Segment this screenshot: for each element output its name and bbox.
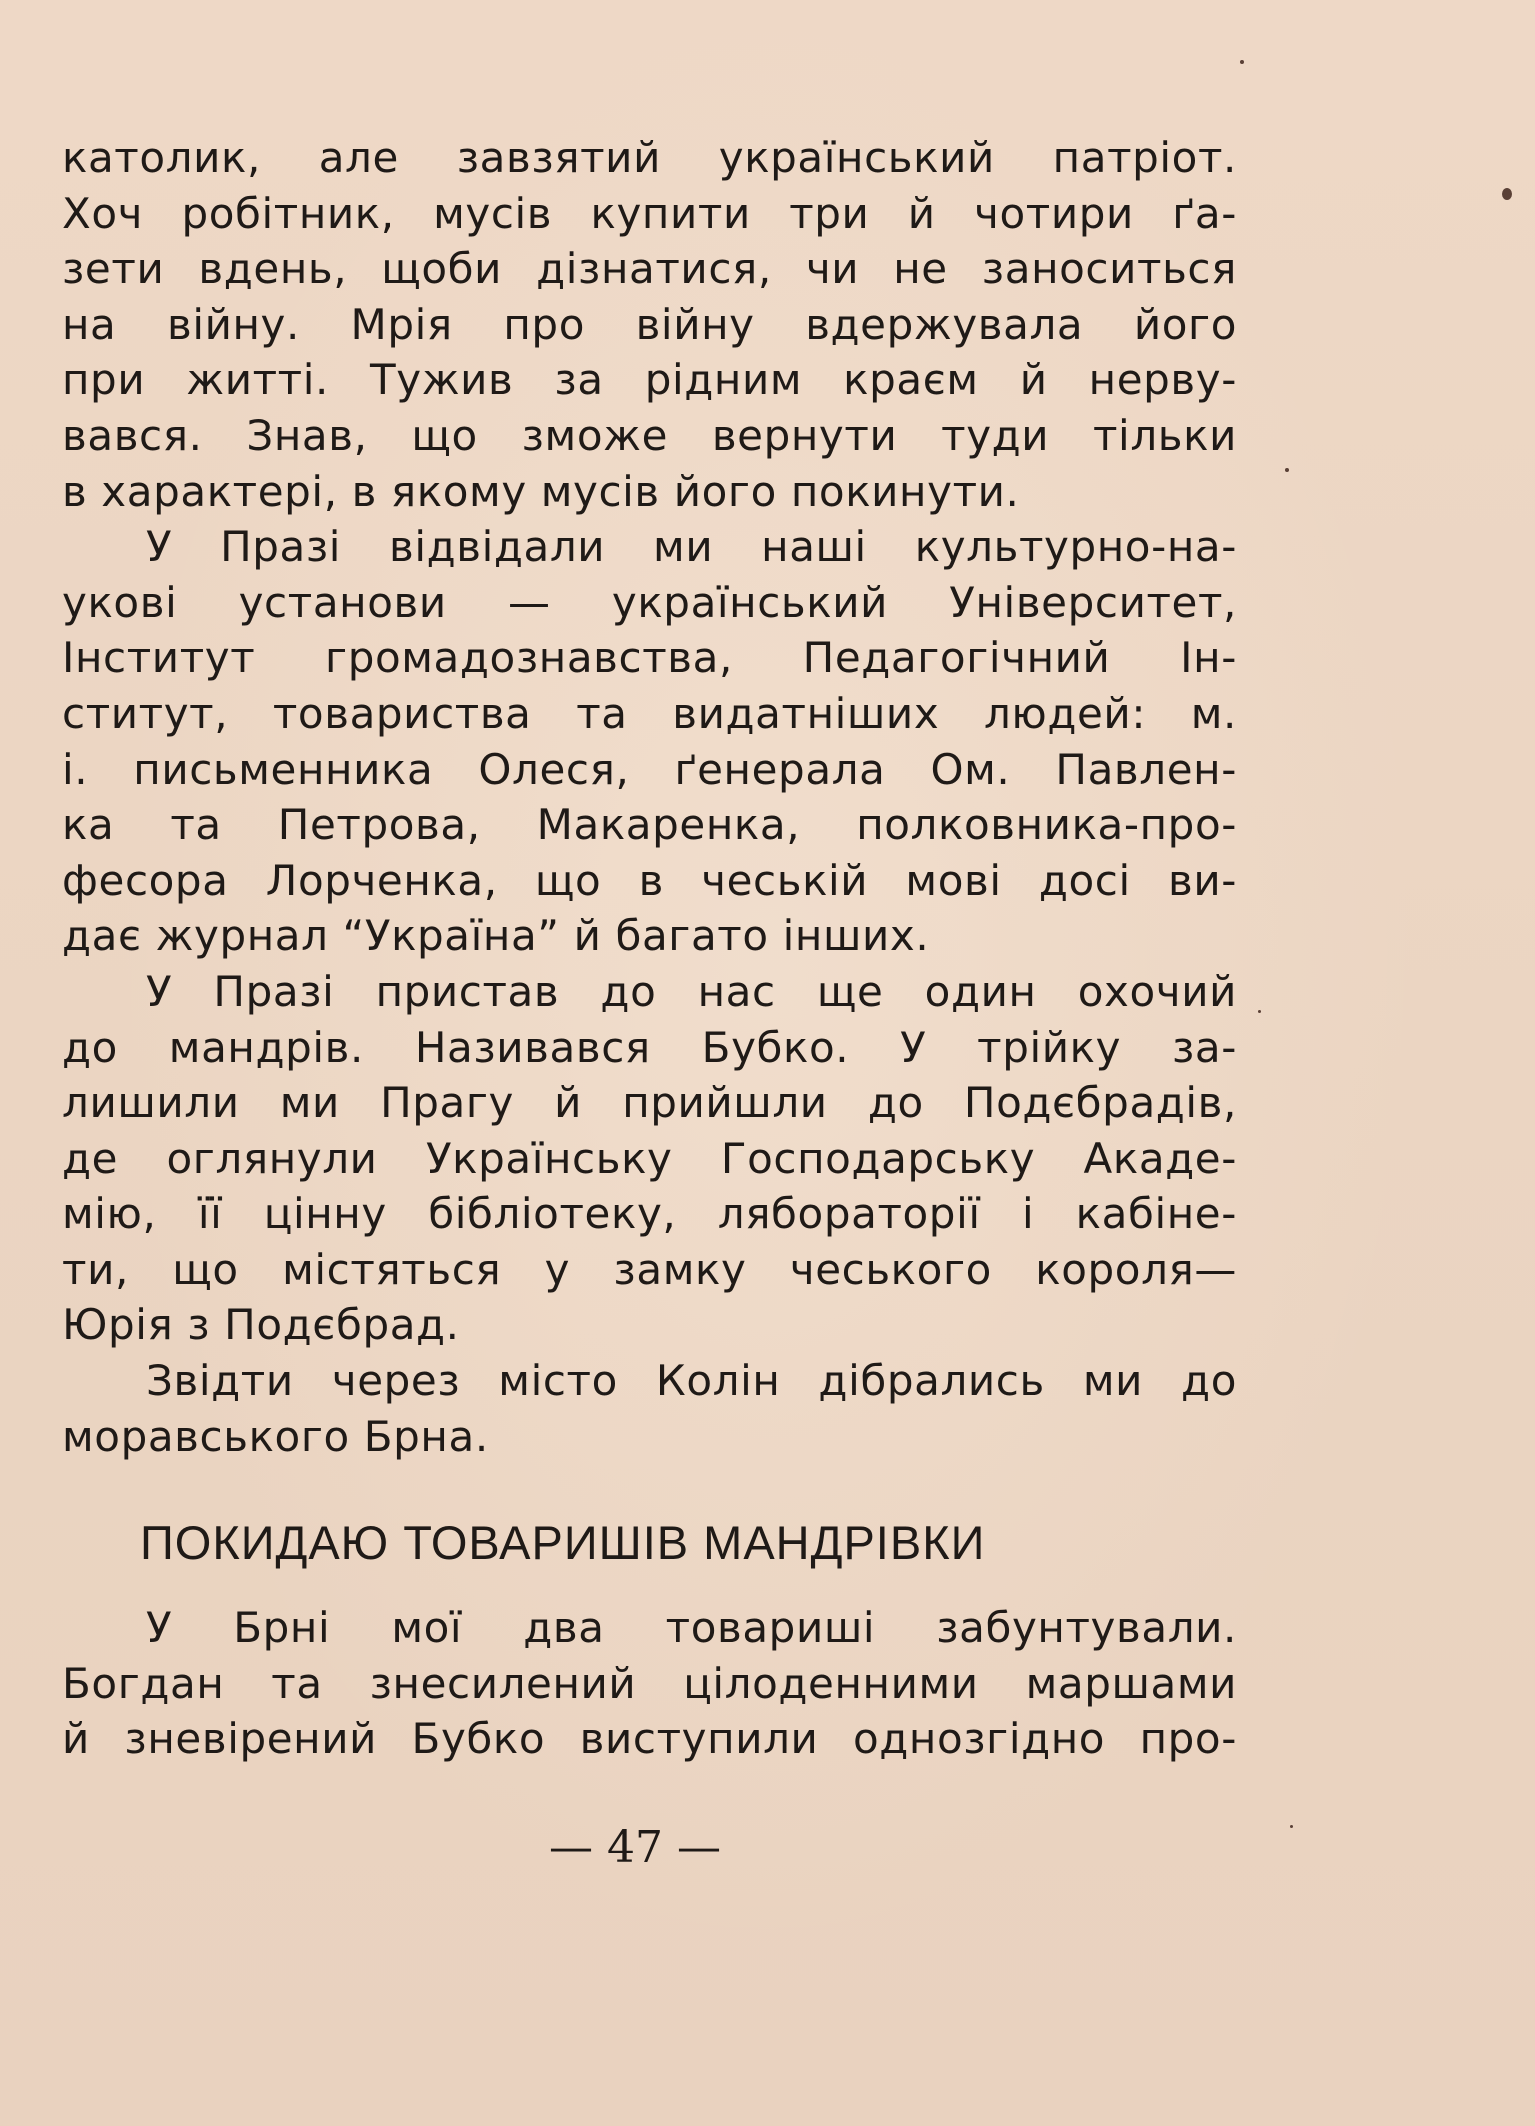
- text-line: У Брні мої два товариші забунтували.: [146, 1603, 1237, 1652]
- paper-speck: [1502, 188, 1512, 200]
- text-line: на війну. Мрія про війну вдержувала його: [62, 299, 1237, 349]
- text-line: і. письменника Олеся, ґенерала Ом. Павлен-: [62, 744, 1237, 794]
- text-line: при житті. Тужив за рідним краєм й нерву-: [62, 355, 1237, 405]
- text-line: в характері, в якому мусів його покинути.: [62, 466, 1020, 516]
- text-line: У Празі відвідали ми наші культурно-на-: [146, 522, 1237, 572]
- paper-speck: [1258, 1010, 1261, 1013]
- text-line: Юрія з Подєбрад.: [62, 1300, 460, 1350]
- text-line: до мандрів. Називався Бубко. У трійку за-: [62, 1022, 1237, 1072]
- text-line: Звідти через місто Колін дібрались ми до: [146, 1356, 1237, 1406]
- paragraph-1: [62, 130, 1237, 519]
- text-line: де оглянули Українську Господарську Акаде-: [62, 1133, 1237, 1183]
- paragraph-3: [62, 964, 1237, 1353]
- paragraph-4: [62, 1353, 1237, 1464]
- text-line: укові установи — український Університет,: [62, 577, 1237, 627]
- text-line: зети вдень, щоби дізнатися, чи не заноситься: [62, 244, 1237, 294]
- text-line: ти, що містяться у замку чеського короля—: [62, 1244, 1237, 1294]
- paragraph-2: [62, 519, 1237, 964]
- text-line: ститут, товариства та видатніших людей: м.: [62, 688, 1237, 738]
- text-line: вався. Знав, що зможе вернути туди тільки: [62, 410, 1237, 460]
- section-heading: ПОКИДАЮ ТОВАРИШІВ МАНДРІВКИ: [140, 1516, 986, 1569]
- text-line: католик, але завзятий український патріот.: [62, 133, 1237, 182]
- text-line: Богдан та знесилений цілоденними маршами: [62, 1658, 1237, 1708]
- paper-speck: [1285, 468, 1289, 472]
- text-line: Хоч робітник, мусів купити три й чотири ґа-: [62, 188, 1237, 238]
- final-paragraph: [62, 1600, 1237, 1767]
- text-line: фесора Лорченка, що в чеській мові досі ви-: [62, 855, 1237, 905]
- body-text: [62, 130, 1237, 1464]
- text-line: лишили ми Прагу й прийшли до Подєбрадів,: [62, 1078, 1237, 1128]
- text-line: Інститут громадознавства, Педагогічний Ін-: [62, 633, 1237, 683]
- text-line: У Празі пристав до нас ще один охочий: [146, 966, 1237, 1016]
- text-line: й зневірений Бубко виступили однозгідно про-: [62, 1714, 1237, 1764]
- page-number: — 47 —: [549, 1822, 721, 1873]
- text-line: ка та Петрова, Макаренка, полковника-про-: [62, 800, 1237, 850]
- text-line: моравського Брна.: [62, 1411, 489, 1461]
- text-line: дає журнал “Україна” й багато інших.: [62, 911, 930, 961]
- text-line: мію, її цінну бібліотеку, лябораторії і кабіне-: [62, 1189, 1237, 1239]
- paper-speck: [1240, 60, 1244, 64]
- paper-speck: [1290, 1825, 1293, 1828]
